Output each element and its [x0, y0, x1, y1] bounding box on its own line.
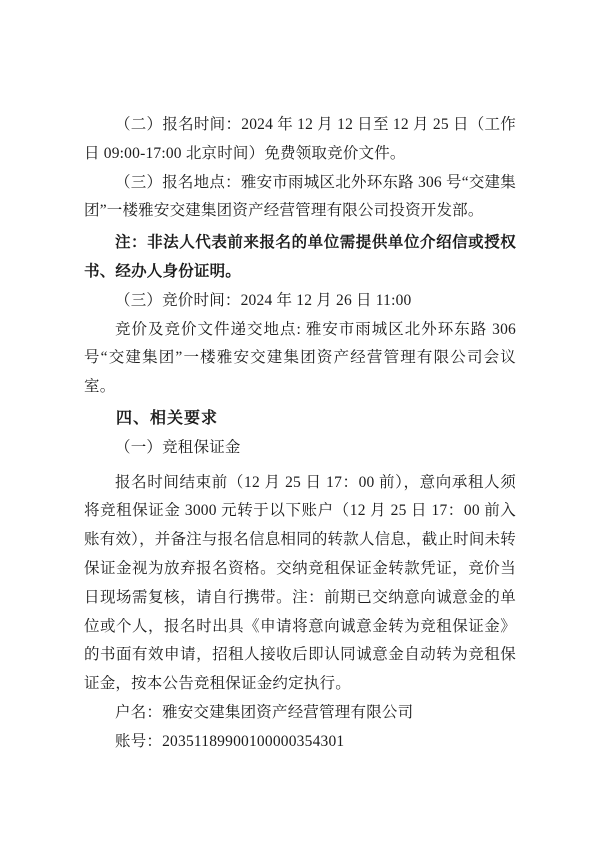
section-heading-related-requirements: 四、相关要求: [116, 409, 219, 427]
paragraph-account-name: 户名：雅安交建集团资产经营管理有限公司: [115, 703, 414, 721]
paragraph-bidding-time: （三）竞价时间：2024 年 12 月 26 日 11:00: [115, 291, 412, 309]
paragraph-account-number: 账号：20351189900100000354301: [115, 732, 345, 750]
paragraph-bidding-submission-location: 竞价及竞价文件递交地点: 雅安市雨城区北外环东路 306 号“交建集团”一楼雅安交建集团资产经营管理有限公司会议室。: [84, 320, 516, 396]
paragraph-subsection-deposit-title: （一）竞租保证金: [115, 438, 241, 456]
document-body: [84, 111, 516, 757]
paragraph-registration-location: （三）报名地点：雅安市雨城区北外环东路 306 号“交建集团”一楼雅安交建集团资产经营管理有限公司投资开发部。: [84, 173, 516, 220]
paragraph-registration-time: （二）报名时间：2024 年 12 月 12 日至 12 月 25 日（工作日 09:00-17:00 北京时间）免费领取竞价文件。: [84, 116, 516, 162]
paragraph-deposit-details: 报名时间结束前（12 月 25 日 17：00 前），意向承租人须将竞租保证金 3000 元转于以下账户（12 月 25 日 17：00 前入账有效），并备注与报名信息相同的转款人信息，截止时间未转保证金视为放弃报名资格。交纳竞租保证金转款凭证，竞价当日现场需复核，请自行携带。注：前期已交纳意向诚意金的单位或个人，报名时出具《申请将意向诚意金转为竞租保证金》的书面有效申请，招租人接收后即认同诚意金自动转为竞租保证金，按本公告竞租保证金约定执行。: [84, 473, 516, 693]
paragraph-note-non-legal-representative: 注：非法人代表前来报名的单位需提供单位介绍信或授权书、经办人身份证明。: [84, 234, 516, 280]
